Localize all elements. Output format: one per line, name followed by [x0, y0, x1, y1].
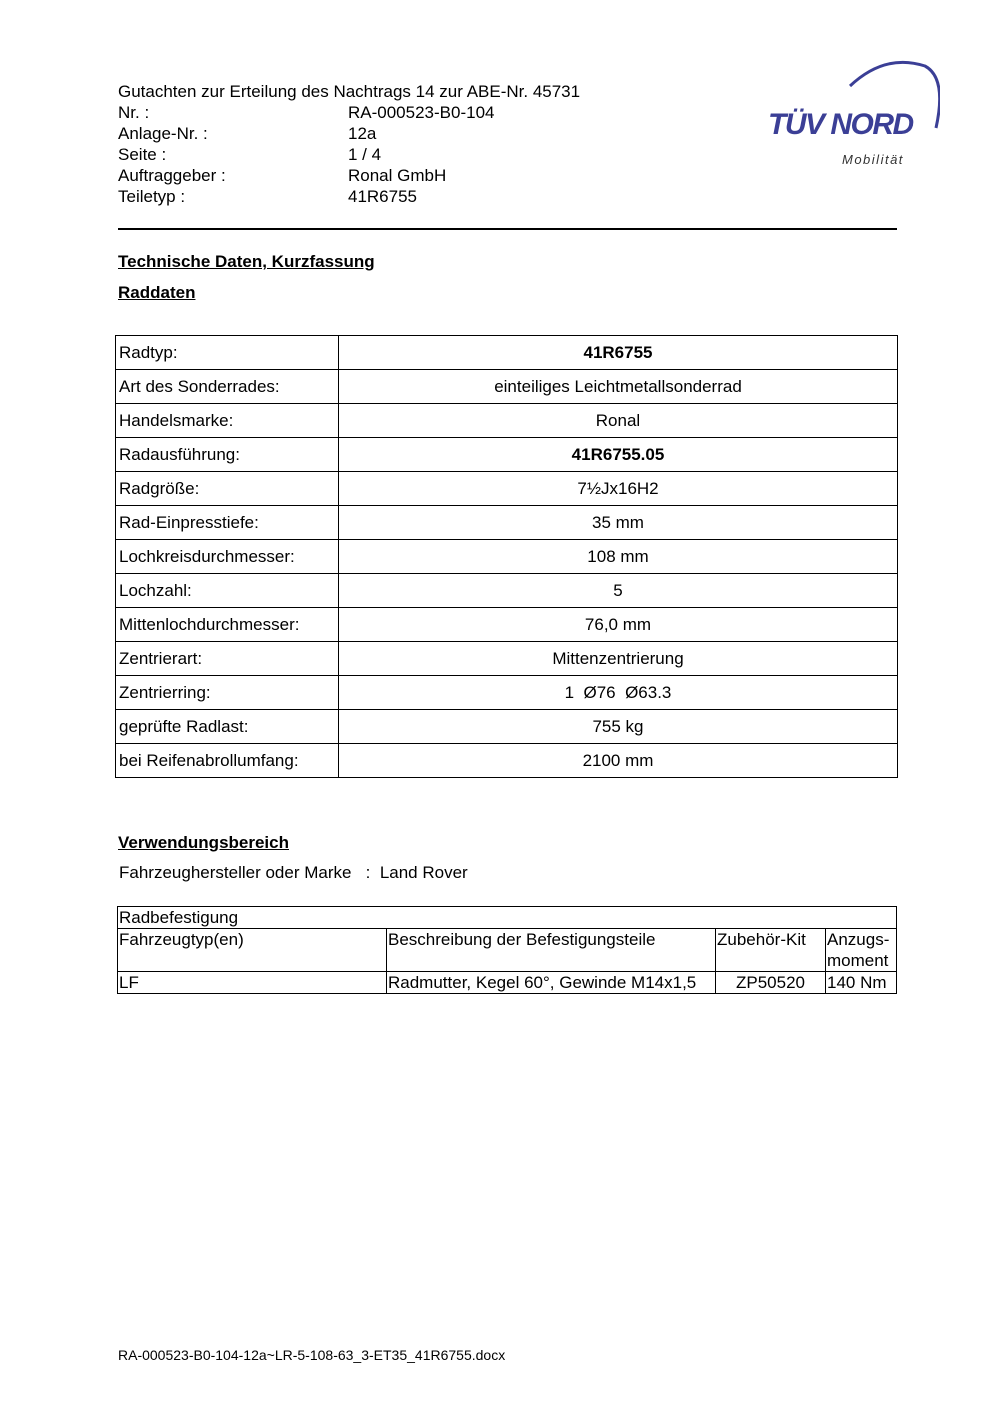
row-label: Radgröße:: [116, 472, 339, 506]
header-label: Teiletyp :: [118, 187, 186, 206]
usage-title: Verwendungsbereich: [118, 833, 289, 852]
table-caption: Radbefestigung: [118, 907, 897, 929]
header-line: moment: [827, 951, 889, 970]
header-row-auftraggeber: [118, 165, 580, 186]
manufacturer-separator: :: [365, 863, 371, 882]
row-value: 2100 mm: [339, 744, 898, 778]
row-value: 1 Ø76 Ø63.3: [339, 676, 898, 710]
table-header-row: [118, 929, 897, 972]
table-caption-row: [118, 907, 897, 929]
description-cell: Radmutter, Kegel 60°, Gewinde M14x1,5: [387, 972, 716, 994]
wheel-data-table: [115, 335, 898, 778]
row-label: Radausführung:: [116, 438, 339, 472]
document-title: Gutachten zur Erteilung des Nachtrags 14 zur ABE-Nr. 45731: [118, 82, 581, 101]
row-label: Handelsmarke:: [116, 404, 339, 438]
manufacturer-line: [119, 863, 468, 883]
row-value: einteiliges Leichtmetallsonderrad: [339, 370, 898, 404]
manufacturer-value: Land Rover: [379, 863, 468, 882]
row-label: Zentrierart:: [116, 642, 339, 676]
table-row: [116, 710, 898, 744]
logo-wordmark: TÜV NORD: [768, 108, 913, 141]
row-value: 35 mm: [339, 506, 898, 540]
row-label: Zentrierring:: [116, 676, 339, 710]
table-row: [116, 336, 898, 370]
footer-filename: RA-000523-B0-104-12a~LR-5-108-63_3-ET35_41R6755.docx: [118, 1347, 506, 1363]
vehicle-type-cell: LF: [118, 972, 387, 994]
row-value: 41R6755: [339, 336, 898, 370]
header-divider: [118, 228, 897, 230]
header-label: Auftraggeber :: [118, 166, 226, 185]
row-value: 108 mm: [339, 540, 898, 574]
header-row-anlage: [118, 123, 580, 144]
raddaten-title: Raddaten: [118, 283, 196, 302]
header-label: Nr. :: [118, 103, 150, 122]
header-row-seite: [118, 144, 580, 165]
row-value: Ronal: [339, 404, 898, 438]
row-label: Art des Sonderrades:: [116, 370, 339, 404]
header-line: Anzugs-: [827, 930, 890, 949]
table-row: [116, 574, 898, 608]
column-header: Zubehör-Kit: [716, 929, 826, 972]
row-label: Lochkreisdurchmesser:: [116, 540, 339, 574]
table-row: [116, 506, 898, 540]
table-row: [116, 676, 898, 710]
row-value: 7½Jx16H2: [339, 472, 898, 506]
header-label: Anlage-Nr. :: [118, 124, 208, 143]
row-label: geprüfte Radlast:: [116, 710, 339, 744]
row-label: bei Reifenabrollumfang:: [116, 744, 339, 778]
column-header: Beschreibung der Befestigungsteile: [387, 929, 716, 972]
row-value: 755 kg: [339, 710, 898, 744]
table-row: [116, 472, 898, 506]
row-label: Rad-Einpresstiefe:: [116, 506, 339, 540]
row-value: Mittenzentrierung: [339, 642, 898, 676]
table-row: [116, 404, 898, 438]
row-value: 76,0 mm: [339, 608, 898, 642]
header-value: 41R6755: [348, 187, 418, 206]
document-header: [118, 81, 580, 207]
header-row-nr: [118, 102, 580, 123]
logo-subtitle: Mobilität: [842, 152, 904, 167]
column-header: [826, 929, 897, 972]
row-label: Radtyp:: [116, 336, 339, 370]
torque-cell: 140 Nm: [826, 972, 897, 994]
column-header: Fahrzeugtyp(en): [118, 929, 387, 972]
header-row-teiletyp: [118, 186, 580, 207]
row-value: 5: [339, 574, 898, 608]
table-row: [116, 438, 898, 472]
table-row: [116, 608, 898, 642]
table-row: [118, 972, 897, 994]
row-label: Mittenlochdurchmesser:: [116, 608, 339, 642]
row-label: Lochzahl:: [116, 574, 339, 608]
header-value: 12a: [348, 124, 377, 143]
section-title: Technische Daten, Kurzfassung: [118, 252, 375, 271]
table-row: [116, 744, 898, 778]
header-value: 1 / 4: [348, 145, 382, 164]
tuv-nord-logo: [765, 58, 940, 173]
mounting-table: [117, 906, 897, 994]
header-value: RA-000523-B0-104: [348, 103, 495, 122]
header-label: Seite :: [118, 145, 167, 164]
table-row: [116, 540, 898, 574]
header-value: Ronal GmbH: [348, 166, 447, 185]
table-row: [116, 370, 898, 404]
kit-cell: ZP50520: [716, 972, 826, 994]
manufacturer-label: Fahrzeughersteller oder Marke: [119, 863, 352, 882]
row-value: 41R6755.05: [339, 438, 898, 472]
table-row: [116, 642, 898, 676]
